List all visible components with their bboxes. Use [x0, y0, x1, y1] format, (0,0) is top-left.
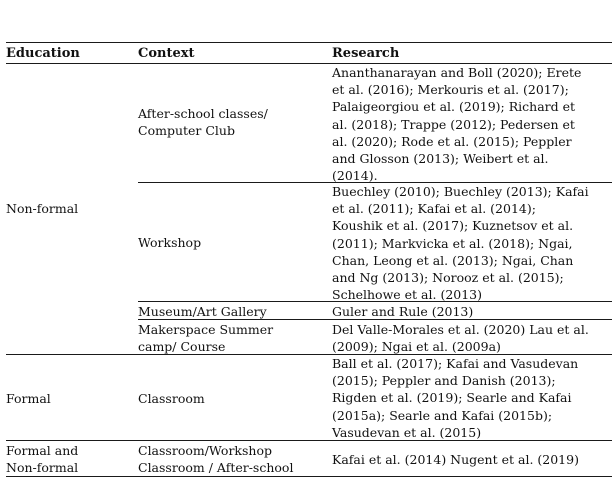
header-education: Education	[6, 46, 80, 61]
context-classroom-workshop: Classroom/Workshop Classroom / After-school	[138, 443, 294, 476]
research-classroom: Ball et al. (2017); Kafai and Vasudevan (2015); Peppler and Danish (2013); Rigden et al. (2019); Searle and Kafai (2015a); Searle and Kafai (2015b); Vasudevan et al. (2015)	[332, 356, 579, 440]
header-research: Research	[332, 46, 400, 61]
education-nonformal: Non-formal	[6, 201, 79, 216]
table-bottom-rule	[6, 476, 612, 477]
context-classroom: Classroom	[138, 391, 205, 406]
education-formal: Formal	[6, 391, 51, 406]
context-makerspace: Makerspace Summer camp/ Course	[138, 322, 274, 355]
education-formal-and-nonformal: Formal and Non-formal	[6, 443, 79, 476]
context-after-school: After-school classes/ Computer Club	[138, 106, 268, 139]
research-museum: Guler and Rule (2013)	[332, 304, 474, 319]
research-makerspace: Del Valle-Morales et al. (2020) Lau et al. (2009); Ngai et al. (2009a)	[332, 322, 589, 355]
table-top-rule	[6, 42, 612, 43]
research-mixed: Kafai et al. (2014) Nugent et al. (2019)	[332, 452, 579, 467]
header-context: Context	[138, 46, 195, 61]
context-workshop: Workshop	[138, 235, 202, 250]
context-museum: Museum/Art Gallery	[138, 304, 267, 319]
research-workshop: Buechley (2010); Buechley (2013); Kafai et al. (2011); Kafai et al. (2014); Koushik et al. (2017); Kuznetsov et al. (2011); Markvicka et al. (2018); Ngai, Chan, Leong et al. (2013); Ngai, Chan and Ng (2013); Norooz et al. (2015); Schelhowe et al. (2013)	[332, 184, 589, 303]
research-after-school: Ananthanarayan and Boll (2020); Erete et al. (2016); Merkouris et al. (2017); Palaigeorgiou et al. (2019); Richard et al. (2018); Trappe (2012); Pedersen et al. (2020); Rode et al. (2015); Peppler and Glosson (2013); Weibert et al. (2014).	[332, 65, 582, 184]
